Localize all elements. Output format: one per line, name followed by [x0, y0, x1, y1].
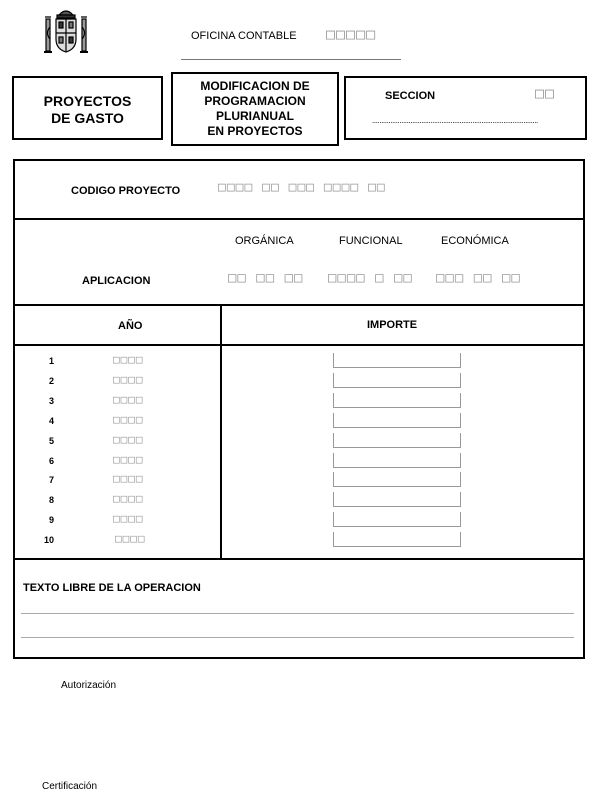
texto-libre-line-1[interactable]	[21, 613, 574, 614]
divider-codigo	[13, 218, 585, 220]
seccion-dotted-line[interactable]: ...........................................................................................	[372, 116, 538, 125]
row-importe-field[interactable]	[333, 492, 461, 507]
title-center-line1: MODIFICACION DE	[200, 79, 310, 93]
codigo-proyecto-cells[interactable]: □□□□ □□ □□□ □□□□ □□	[218, 180, 386, 195]
row-number: 8	[48, 495, 54, 505]
row-number: 7	[48, 475, 54, 485]
modificacion-title	[171, 79, 339, 139]
row-year-cells[interactable]: □□□□	[113, 512, 144, 525]
row-importe-field[interactable]	[333, 413, 461, 428]
economica-cells[interactable]: □□□ □□ □□	[436, 270, 521, 286]
table-column-divider	[220, 304, 222, 559]
seccion-label: SECCION	[385, 90, 436, 102]
title-left-line2: DE GASTO	[51, 110, 124, 126]
funcional-label: FUNCIONAL	[339, 235, 403, 247]
aplicacion-label: APLICACION	[82, 275, 151, 287]
title-center-line2: PROGRAMACION	[204, 94, 306, 108]
title-center-line3: PLURIANUAL	[216, 109, 294, 123]
row-number: 2	[48, 376, 54, 386]
row-year-cells[interactable]: □□□□	[113, 413, 144, 426]
row-number: 10	[43, 535, 54, 545]
texto-libre-label: TEXTO LIBRE DE LA OPERACION	[23, 582, 201, 594]
divider-aplicacion	[13, 304, 585, 306]
row-year-cells[interactable]: □□□□	[113, 492, 144, 505]
row-importe-field[interactable]	[333, 373, 461, 388]
row-number: 6	[48, 456, 54, 466]
organica-label: ORGÁNICA	[235, 235, 294, 247]
row-importe-field[interactable]	[333, 453, 461, 468]
row-year-cells[interactable]: □□□□	[113, 453, 144, 466]
coat-of-arms-logo	[42, 5, 90, 57]
divider-table-bottom	[13, 558, 585, 560]
row-year-cells[interactable]: □□□□	[113, 373, 144, 386]
oficina-underline	[181, 59, 401, 60]
divider-table-header	[13, 344, 585, 346]
certificacion-label: Certificación	[42, 781, 98, 792]
row-importe-field[interactable]	[333, 472, 461, 487]
autorizacion-label: Autorización	[61, 680, 117, 691]
economica-label: ECONÓMICA	[441, 235, 509, 247]
row-year-cells[interactable]: □□□□	[113, 393, 144, 406]
row-importe-field[interactable]	[333, 353, 461, 368]
importe-header: IMPORTE	[367, 319, 418, 331]
row-importe-field[interactable]	[333, 512, 461, 527]
title-center-line4: EN PROYECTOS	[207, 124, 303, 138]
row-year-cells[interactable]: □□□□	[113, 353, 144, 366]
row-number: 4	[48, 416, 54, 426]
codigo-proyecto-label: CODIGO PROYECTO	[71, 185, 181, 197]
oficina-contable-label: OFICINA CONTABLE	[191, 30, 297, 42]
row-number: 9	[48, 515, 54, 525]
ano-header: AÑO	[118, 320, 143, 332]
funcional-cells[interactable]: □□□□ □ □□	[328, 270, 413, 286]
row-year-cells[interactable]: □□□□	[113, 433, 144, 446]
texto-libre-line-2[interactable]	[21, 637, 574, 638]
row-year-cells[interactable]: □□□□	[115, 532, 146, 545]
organica-cells[interactable]: □□ □□ □□	[228, 270, 304, 286]
proyectos-de-gasto-title	[12, 93, 163, 127]
row-number: 1	[48, 356, 54, 366]
title-left-line1: PROYECTOS	[43, 93, 132, 109]
row-year-cells[interactable]: □□□□	[113, 472, 144, 485]
row-number: 5	[48, 436, 54, 446]
oficina-contable-cells[interactable]: □□□□□	[326, 25, 377, 43]
row-number: 3	[48, 396, 54, 406]
seccion-cells[interactable]: □□	[535, 84, 556, 102]
row-importe-field[interactable]	[333, 393, 461, 408]
row-importe-field[interactable]	[333, 532, 461, 547]
row-importe-field[interactable]	[333, 433, 461, 448]
